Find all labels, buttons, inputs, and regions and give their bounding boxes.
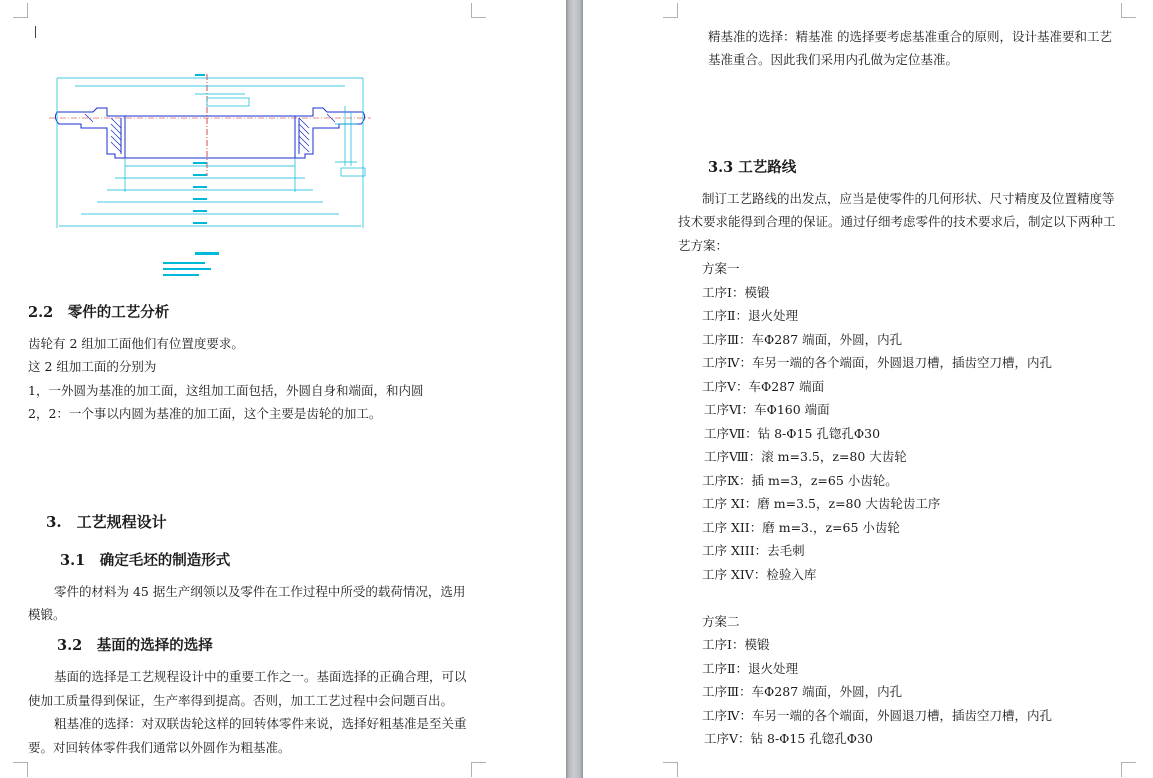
plan-title: 方案一	[702, 261, 740, 276]
paragraph-line: 精基准的选择：精基准 的选择要考虑基准重合的原则，设计基准要和工艺	[708, 29, 1112, 44]
crop-mark-icon	[663, 3, 678, 18]
paragraph-line: 齿轮有 2 组加工面他们有位置度要求。	[28, 336, 244, 351]
plan-title: 方案二	[702, 614, 740, 629]
section-heading-2-2: 2.2 零件的工艺分析	[28, 304, 170, 321]
process-step: 工序Ⅳ：车另一端的各个端面，外圆退刀槽，插齿空刀槽，内孔	[702, 355, 1052, 370]
technical-drawing	[45, 66, 375, 278]
process-step: 工序Ⅳ：车另一端的各个端面，外圆退刀槽，插齿空刀槽，内孔	[702, 708, 1052, 723]
process-step: 工序Ⅰ：模锻	[702, 285, 770, 300]
crop-mark-icon	[663, 762, 678, 777]
process-step: 工序 XIV：检验入库	[702, 567, 817, 582]
document-page-right	[583, 0, 1153, 778]
process-step: 工序Ⅱ：退火处理	[702, 308, 798, 323]
process-step: 工序Ⅸ：插 m=3，z=65 小齿轮。	[702, 473, 898, 488]
process-step: 工序Ⅴ：钻 8-Φ15 孔锪孔Φ30	[704, 731, 873, 746]
crop-mark-icon	[471, 3, 486, 18]
document-page-left	[0, 0, 566, 778]
paragraph-line: 艺方案：	[678, 238, 729, 253]
paragraph-line: 2，2：一个事以内圆为基准的加工面，这个主要是齿轮的加工。	[28, 406, 382, 421]
section-heading-3-2: 3.2 基面的选择的选择	[57, 637, 213, 654]
process-step: 工序Ⅵ：车Φ160 端面	[704, 402, 830, 417]
crop-mark-icon	[1121, 762, 1136, 777]
process-step: 工序Ⅶ：钻 8-Φ15 孔锪孔Φ30	[704, 426, 881, 441]
paragraph-line: 要。对回转体零件我们通常以外圆作为粗基准。	[28, 740, 291, 755]
paragraph-line: 粗基准的选择：对双联齿轮这样的回转体零件来说，选择好粗基准是至关重	[54, 716, 467, 731]
section-heading-3-1: 3.1 确定毛坯的制造形式	[60, 552, 231, 569]
paragraph-line: 1，一外圆为基准的加工面，这组加工面包括，外圆自身和端面，和内圆	[28, 383, 424, 398]
crop-mark-icon	[471, 762, 486, 777]
paragraph-line: 使加工质量得到保证，生产率得到提高。否则，加工工艺过程中会问题百出。	[28, 693, 454, 708]
paragraph-line: 基面的选择是工艺规程设计中的重要工作之一。基面选择的正确合理，可以	[54, 669, 467, 684]
paragraph-line: 技术要求能得到合理的保证。通过仔细考虑零件的技术要求后，制定以下两种工	[678, 214, 1116, 229]
crop-mark-icon	[13, 762, 28, 777]
paragraph-line: 制订工艺路线的出发点，应当是使零件的几何形状、尺寸精度及位置精度等	[702, 191, 1115, 206]
process-step: 工序Ⅱ：退火处理	[702, 661, 798, 676]
process-step: 工序 XII：磨 m=3.，z=65 小齿轮	[702, 520, 900, 535]
section-heading-3-3: 3.3 工艺路线	[708, 159, 797, 176]
process-step: 工序 XIII：去毛刺	[702, 543, 805, 558]
section-heading-3: 3. 工艺规程设计	[46, 513, 167, 531]
paragraph-line: 基准重合。因此我们采用内孔做为定位基准。	[708, 52, 959, 67]
text-cursor	[35, 26, 36, 38]
paragraph-line: 模锻。	[28, 607, 66, 622]
process-step: 工序Ⅲ：车Φ287 端面，外圆，内孔	[702, 684, 903, 699]
process-step: 工序 XI：磨 m=3.5，z=80 大齿轮齿工序	[702, 496, 941, 511]
process-step: 工序Ⅷ：滚 m=3.5，z=80 大齿轮	[704, 449, 907, 464]
process-step: 工序Ⅴ：车Φ287 端面	[702, 379, 825, 394]
crop-mark-icon	[1121, 3, 1136, 18]
process-step: 工序Ⅲ：车Φ287 端面，外圆，内孔	[702, 332, 903, 347]
crop-mark-icon	[13, 3, 28, 18]
process-step: 工序Ⅰ：模锻	[702, 637, 770, 652]
page-gutter	[566, 0, 583, 778]
paragraph-line: 零件的材料为 45 据生产纲领以及零件在工作过程中所受的载荷情况，选用	[54, 584, 466, 599]
paragraph-line: 这 2 组加工面的分别为	[28, 359, 157, 374]
